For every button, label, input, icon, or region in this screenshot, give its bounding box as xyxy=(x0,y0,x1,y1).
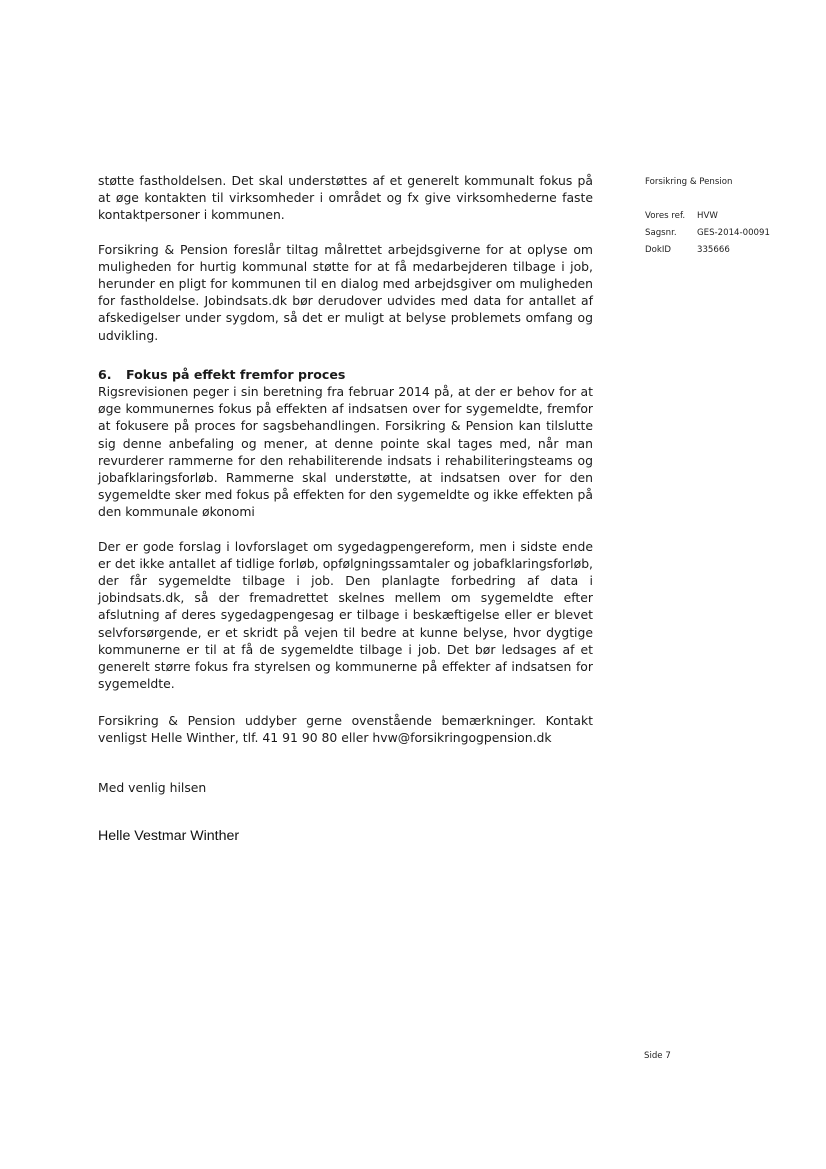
sidebar-meta xyxy=(645,174,770,259)
signature: Helle Vestmar Winther xyxy=(98,828,240,844)
meta-key: DokID xyxy=(645,245,672,255)
paragraph-lovforslag: Der er gode forslag i lovforslaget om sygedagpengereform, men i sidste ende er det ikke antallet af tidlige forløb, opfølgningssamtaler og jobafklaringsforløb, der får sygemeldte tilbage i job. Den planlagte forbedring af data i jobindsats.dk, så der fremadrettet skelnes mellem om sygemeldte efter afslutning af deres sygedagpengesag er tilbage i beskæftigelse eller er blevet selvforsørgende, er et skridt på vejen til bedre at kunne belyse, hvor dygtige kommunerne er til at få de sygemeldte tilbage i job. Det bør ledsages af et generelt større fokus fra styrelsen og kommunerne på effekter af indsatsen for sygemeldte. xyxy=(98,538,593,692)
paragraph-rigsrevisionen: Rigsrevisionen peger i sin beretning fra februar 2014 på, at der er behov for at øge kommunernes fokus på effekten af indsatsen over for sygemeldte, fremfor at fokusere på proces for sagsbehandlingen. Forsikring & Pension kan tilslutte sig denne anbefaling og mener, at denne pointe skal tages med, når man revurderer rammerne for den rehabiliterende indsats i rehabiliteringsteams og jobafklaringsforløb. Rammerne skal understøtte, at indsatsen over for den sygemeldte sker med fokus på effekten for den sygemeldte og ikke effekten på den kommunale økonomi xyxy=(98,384,593,520)
contact-paragraph: Forsikring & Pension uddyber gerne ovenstående bemærkninger. Kontakt venligst Helle Winther, tlf. 41 91 90 80 eller hvw@forsikringogpension.dk xyxy=(98,713,593,746)
section-number: 6. xyxy=(98,366,112,382)
meta-key: Sagsnr. xyxy=(645,228,677,238)
document-body xyxy=(98,172,593,692)
page-number: Side 7 xyxy=(644,1051,671,1061)
paragraph-fastholdelse: støtte fastholdelsen. Det skal understøttes af et generelt kommunalt fokus på at øge kontakten til virksomheder i området og fx give virksomhederne faste kontaktpersoner i kommunen. xyxy=(98,173,593,223)
meta-key: Vores ref. xyxy=(645,211,686,221)
meta-row-sagsnr xyxy=(645,225,770,242)
meta-value: 335666 xyxy=(697,245,730,255)
meta-row-dokid xyxy=(645,242,770,259)
greeting: Med venlig hilsen xyxy=(98,780,207,795)
section-heading xyxy=(98,366,593,383)
sender-org: Forsikring & Pension xyxy=(645,177,733,187)
section-title: Fokus på effekt fremfor proces xyxy=(126,366,346,382)
meta-value: HVW xyxy=(697,211,718,221)
meta-row-ref xyxy=(645,208,770,225)
paragraph-arbejdsgivere: Forsikring & Pension foreslår tiltag målrettet arbejdsgiverne for at oplyse om muligheden for hurtig kommunal støtte for at få medarbejderen tilbage i job, herunder en pligt for kommunen til en dialog med arbejdsgiver om muligheden for fastholdelse. Jobindsats.dk bør derudover udvides med data for antallet af afskedigelser under sygdom, så det er muligt at belyse problemets omfang og udvikling. xyxy=(98,241,593,343)
meta-value: GES-2014-00091 xyxy=(697,228,770,238)
